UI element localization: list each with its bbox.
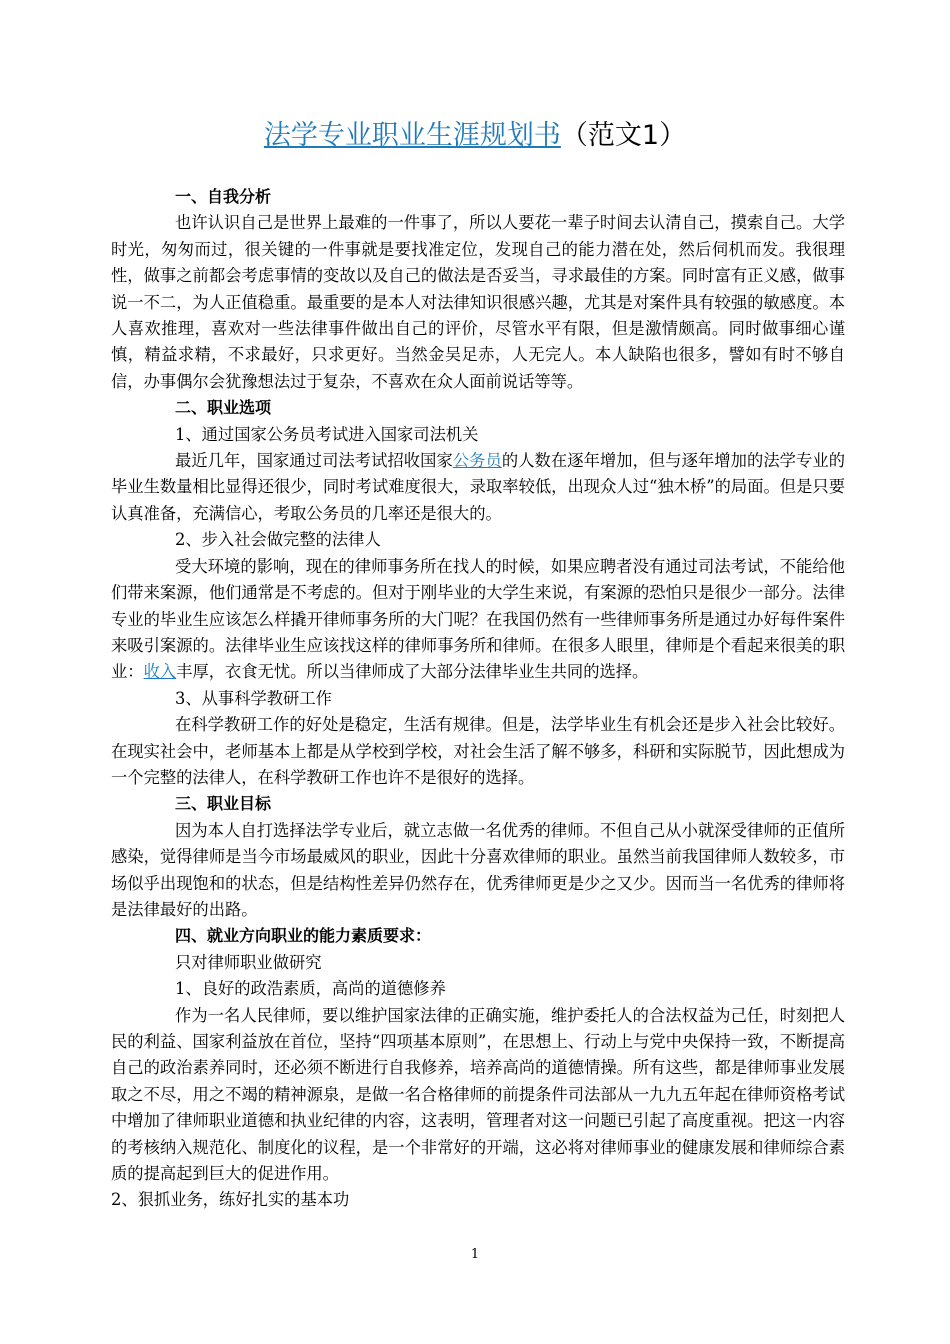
option-1-paragraph	[111, 448, 845, 527]
paragraph-self-analysis: 也许认识自己是世界上最难的一件事了，所以人要花一辈子时间去认清自己，摸索自己。大学时光，匆匆而过，很关键的一件事就是要找准定位，发现自己的能力潜在处，然后伺机而发。我很理性，做事之前都会考虑事情的变故以及自己的做法是否妥当，寻求最佳的方案。同时富有正义感，做事说一不二，为人正值稳重。最重要的是本人对法律知识很感兴趣，尤其是对案件具有较强的敏感度。本人喜欢推理，喜欢对一些法律事件做出自己的评价，尽管水平有限，但是激情颇高。同时做事细心谨慎，精益求精，不求最好，只求更好。当然金吴足赤，人无完人。本人缺陷也很多，譬如有时不够自信，办事偶尔会犹豫想法过于复杂，不喜欢在众人面前说话等等。	[111, 213, 845, 391]
section-heading-career-options: 二、职业选项	[175, 398, 272, 418]
section-heading-competency: 四、就业方向职业的能力素质要求：	[175, 926, 432, 946]
requirement-1-title: 1、良好的政浩素质，高尚的道德修养	[175, 979, 446, 999]
option-2-title: 2、步入社会做完整的法律人	[175, 530, 381, 550]
page-number: 1	[470, 1247, 480, 1262]
document-title	[0, 118, 950, 154]
competency-scope-line: 只对律师职业做研究	[175, 952, 322, 972]
requirement-2-title: 2、狠抓业务，练好扎实的基本功	[111, 1190, 350, 1210]
option-1-text-start: 最近几年，国家通过司法考试招收国家	[175, 451, 453, 471]
option-2-text-end: 丰厚，衣食无忧。所以当律师成了大部分法律毕业生共同的选择。	[176, 662, 649, 682]
income-link[interactable]: 收入	[143, 662, 177, 682]
title-suffix: （范文1）	[560, 120, 687, 151]
option-2-paragraph	[111, 554, 845, 686]
option-3-title: 3、从事科学教研工作	[175, 688, 332, 708]
section-heading-self-analysis: 一、自我分析	[175, 187, 272, 206]
option-3-paragraph: 在科学教研工作的好处是稳定，生活有规律。但是，法学毕业生有机会还是步入社会比较好。在现实社会中，老师基本上都是从学校到学校，对社会生活了解不够多，科研和实际脱节，因此想成为一个完整的法律人，在科学教研工作也许不是很好的选择。	[111, 715, 845, 787]
section-heading-career-goal: 三、职业目标	[175, 794, 272, 814]
requirement-1-paragraph: 作为一名人民律师，要以维护国家法律的正确实施，维护委托人的合法权益为己任，时刻把人民的利益、国家利益放在首位，坚持“四项基本原则”，在思想上、行动上与党中央保持一致，不断提高自己的政治素养同时，还必须不断进行自我修养，培养高尚的道德情操。所有这些，都是律师事业发展取之不尽，用之不竭的精神源泉，是做一名合格律师的前提条件司法部从一九九五年起在律师资格考试中增加了律师职业道德和执业纪律的内容，这表明，管理者对这一问题已引起了高度重视。把这一内容的考核纳入规范化、制度化的议程，是一个非常好的开端，这必将对律师事业的健康发展和律师综合素质的提高起到巨大的促进作用。	[111, 1005, 845, 1184]
paragraph-career-goal: 因为本人自打选择法学专业后，就立志做一名优秀的律师。不但自己从小就深受律师的正值所感染，觉得律师是当今市场最威风的职业，因此十分喜欢律师的职业。虽然当前我国律师人数较多，市场似乎出现饱和的状态，但是结构性差异仍然存在，优秀律师更是少之又少。因而当一名优秀的律师将是法律最好的出路。	[111, 820, 845, 919]
option-1-text-end: 的人数在逐年增加，但与逐年增加的法学专业的毕业生数量相比显得还很少，同时考试难度很大，录取率较低，出现众人过“独木桥”的局面。但是只要认真准备，充满信心，考取公务员的几率还是很大的。	[111, 451, 845, 523]
civil-servant-link[interactable]: 公务员	[452, 451, 502, 471]
title-link[interactable]: 法学专业职业生涯规划书	[263, 120, 561, 151]
option-2-text-start: 受大环境的影响，现在的律师事务所在找人的时候，如果应聘者没有通过司法考试，不能给他们带来案源，他们通常是不考虑的。但对于刚毕业的大学生来说，有案源的恐怕只是很少一部分。法律专业的毕业生应该怎么样撬开律师事务所的大门呢？在我国仍然有一些律师事务所是通过办好每件案件来吸引案源的。法律毕业生应该找这样的律师事务所和律师。在很多人眼里，律师是个看起来很美的职业：	[111, 556, 845, 682]
document-body	[111, 184, 845, 1214]
option-1-title: 1、通过国家公务员考试进入国家司法机关	[175, 424, 479, 444]
